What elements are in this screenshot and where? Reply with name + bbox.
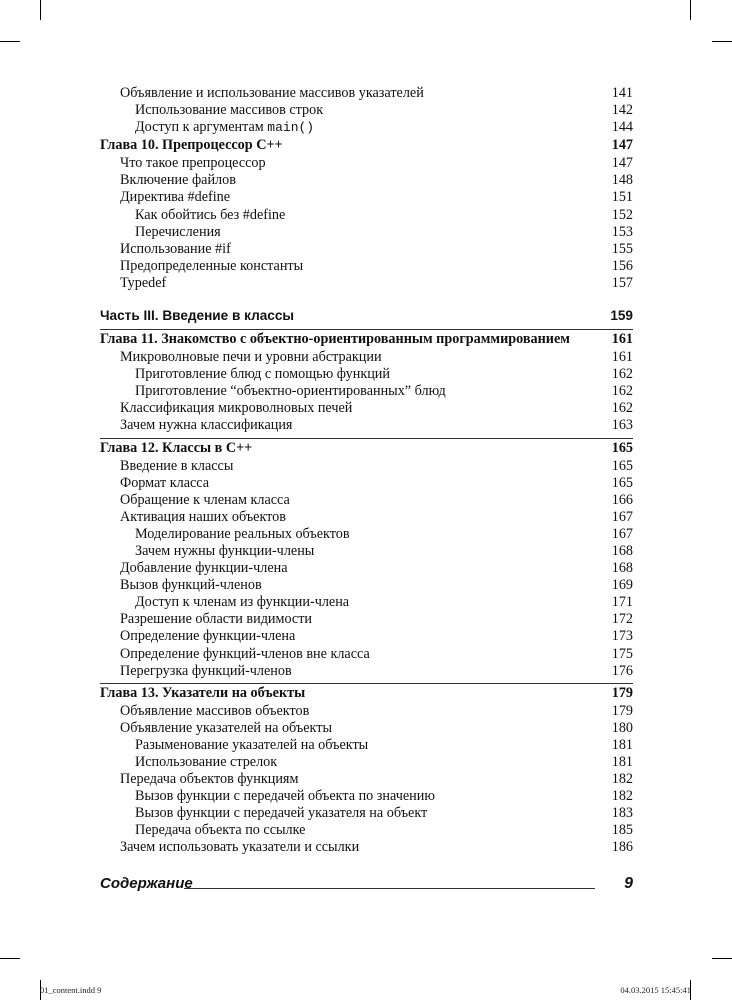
toc-subsection: [100, 594, 633, 611]
toc-entry-page: 183: [611, 805, 633, 822]
toc-section: [100, 663, 633, 680]
toc-entry-page: 165: [611, 439, 633, 456]
toc-section: [100, 703, 633, 720]
toc-entry-page: 182: [611, 788, 633, 805]
page-footer: [100, 875, 633, 895]
toc-entry-title: Что такое препроцессор: [120, 155, 266, 172]
toc-entry-title: Использование стрелок: [135, 754, 278, 770]
toc-entry-title: Использование массивов строк: [135, 102, 324, 119]
toc-entry-title: Доступ к аргументам: [135, 119, 264, 136]
toc-section: [100, 85, 633, 102]
toc-entry-title: Глава 13. Указатели на объекты: [100, 684, 306, 701]
toc-part: [100, 306, 633, 326]
crop-mark: [690, 0, 691, 20]
toc-entry-page: 151: [611, 189, 633, 206]
toc-entry-page: 168: [611, 560, 633, 577]
toc-entry-title: Разыменование указателей на объекты: [135, 736, 369, 753]
toc-section: [100, 349, 633, 366]
toc-subsection: [100, 119, 633, 136]
toc-entry-title: Добавление функции-члена: [120, 560, 288, 577]
toc-section: [100, 560, 633, 577]
toc-subsection: [100, 366, 633, 383]
toc-entry-page: 166: [611, 491, 633, 508]
toc-entry-page: 141: [611, 85, 633, 101]
toc-entry-page: 163: [611, 417, 633, 434]
toc-entry-page: 147: [611, 155, 633, 172]
toc-entry-page: 165: [611, 474, 633, 491]
toc-subsection: [100, 207, 633, 224]
toc-entry-title: Как обойтись без #define: [135, 206, 286, 223]
toc-entry-page: 185: [611, 822, 633, 839]
toc-section: [100, 720, 633, 737]
toc-chapter: [100, 438, 633, 458]
toc-entry-page: 173: [611, 628, 633, 645]
toc-entry-title: Зачем нужна классификация: [120, 417, 293, 434]
toc-chapter: [100, 329, 633, 349]
toc-entry-page: 147: [611, 137, 633, 154]
crop-mark: [712, 41, 732, 42]
toc-entry-title: Предопределенные константы: [120, 257, 304, 274]
toc-entry-title: Активация наших объектов: [120, 508, 286, 525]
toc-section: [100, 417, 633, 434]
toc-subsection: [100, 822, 633, 839]
toc-section: [100, 458, 633, 475]
toc-entry-title: Использование #if: [120, 240, 231, 257]
toc-entry-page: 186: [611, 839, 633, 856]
toc-section: [100, 475, 633, 492]
toc-entry-title: Глава 11. Знакомство с объектно-ориентированным программированием: [100, 331, 570, 348]
toc-entry-page: 167: [611, 508, 633, 525]
toc-section: [100, 155, 633, 172]
toc-entry-page: 157: [611, 274, 633, 291]
toc-entry-title: Приготовление блюд с помощью функций: [135, 366, 390, 383]
toc-entry-page: 172: [611, 611, 633, 628]
toc-entry-page: 169: [611, 577, 633, 594]
toc-entry-title: Классификация микроволновых печей: [120, 400, 353, 417]
toc-entry-page: 148: [611, 172, 633, 189]
toc-entry-title: Обращение к членам класса: [120, 491, 290, 508]
toc-entry-title: Моделирование реальных объектов: [135, 525, 350, 542]
toc-entry-page: 144: [611, 119, 633, 136]
toc-section: [100, 509, 633, 526]
toc-entry-title: Введение в классы: [120, 457, 234, 474]
toc-entry-title: Объявление массивов объектов: [120, 702, 310, 719]
toc-entry-page: 162: [611, 400, 633, 417]
toc-section: [100, 646, 633, 663]
toc-section: [100, 839, 633, 856]
toc-entry-title: Вызов функции с передачей объекта по значению: [135, 788, 435, 805]
toc-subsection: [100, 543, 633, 560]
toc-subsection: [100, 224, 633, 241]
toc-entry-title: Typedef: [120, 274, 167, 291]
toc-entry-page: 168: [611, 542, 633, 559]
toc-entry-title: Вызов функций-членов: [120, 577, 262, 594]
toc-section: [100, 172, 633, 189]
toc-entry-page: 142: [611, 102, 633, 119]
toc-entry-title: Микроволновые печи и уровни абстракции: [120, 349, 382, 366]
table-of-contents: [100, 85, 633, 857]
toc-entry-page: 180: [611, 719, 633, 736]
toc-entry-title: Объявление указателей на объекты: [120, 719, 332, 736]
toc-entry-page: 179: [611, 684, 633, 701]
page-number: 9: [624, 875, 633, 892]
toc-entry-page: 159: [610, 308, 633, 324]
toc-section: [100, 492, 633, 509]
toc-subsection: [100, 102, 633, 119]
toc-entry-page: 165: [611, 457, 633, 474]
toc-subsection: [100, 737, 633, 754]
toc-entry-title: Разрешение области видимости: [120, 611, 313, 628]
toc-subsection: [100, 754, 633, 771]
slug-file: 01_content.indd 9: [40, 985, 102, 995]
crop-mark: [40, 0, 41, 20]
toc-entry-title: Глава 10. Препроцессор C++: [100, 137, 283, 154]
toc-entry-title: Перегрузка функций-членов: [120, 662, 292, 679]
toc-entry-title: Доступ к членам из функции-члена: [135, 594, 350, 611]
toc-section: [100, 400, 633, 417]
toc-entry-title: Включение файлов: [120, 172, 236, 189]
toc-entry-title: Формат класса: [120, 474, 210, 491]
toc-entry-page: 162: [611, 383, 633, 400]
toc-chapter: [100, 136, 633, 155]
toc-entry-title: Часть III. Введение в классы: [100, 308, 295, 324]
toc-section: [100, 577, 633, 594]
toc-section: [100, 189, 633, 206]
toc-entry-title: Передача объектов функциям: [120, 771, 299, 788]
toc-entry-page: 171: [611, 594, 633, 611]
toc-entry-page: 153: [611, 223, 633, 240]
toc-section: [100, 258, 633, 275]
toc-entry-page: 181: [611, 736, 633, 753]
toc-entry-page: 182: [611, 771, 633, 788]
toc-entry-page: 181: [611, 754, 633, 770]
toc-entry-page: 152: [611, 206, 633, 223]
toc-entry-title: Определение функций-членов вне класса: [120, 645, 370, 662]
toc-section: [100, 275, 633, 292]
toc-entry-title: Передача объекта по ссылке: [135, 822, 306, 839]
toc-subsection: [100, 526, 633, 543]
toc-entry-title: Зачем нужны функции-члены: [135, 542, 315, 559]
crop-mark: [712, 958, 732, 959]
toc-entry-title: Приготовление “объектно-ориентированных” блюд: [135, 383, 446, 400]
toc-entry-title: Перечисления: [135, 223, 221, 240]
toc-entry-title: Объявление и использование массивов указателей: [120, 85, 424, 101]
toc-entry-page: 155: [611, 240, 633, 257]
toc-entry-code: main(): [267, 120, 315, 136]
toc-entry-page: 176: [611, 662, 633, 679]
slug-timestamp: 04.03.2015 15:45:41: [620, 985, 691, 995]
toc-subsection: [100, 383, 633, 400]
crop-mark: [0, 958, 20, 959]
toc-entry-page: 161: [611, 331, 633, 348]
toc-entry-title: Вызов функции с передачей указателя на объект: [135, 805, 428, 822]
toc-entry-page: 162: [611, 366, 633, 383]
toc-entry-title: Зачем использовать указатели и ссылки: [120, 839, 360, 856]
toc-subsection: [100, 805, 633, 822]
toc-entry-page: 167: [611, 525, 633, 542]
toc-entry-title: Определение функции-члена: [120, 628, 296, 645]
crop-mark: [0, 41, 20, 42]
toc-chapter: [100, 683, 633, 703]
toc-entry-page: 161: [611, 349, 633, 366]
toc-section: [100, 771, 633, 788]
toc-entry-title: Директива #define: [120, 189, 231, 206]
toc-entry-page: 179: [611, 702, 633, 719]
toc-entry-page: 175: [611, 645, 633, 662]
toc-section: [100, 628, 633, 645]
footer-rule: [184, 888, 595, 889]
toc-subsection: [100, 788, 633, 805]
running-title: Содержание: [100, 875, 193, 892]
toc-section: [100, 241, 633, 258]
toc-entry-title: Глава 12. Классы в C++: [100, 439, 253, 456]
toc-section: [100, 611, 633, 628]
toc-entry-page: 156: [611, 257, 633, 274]
